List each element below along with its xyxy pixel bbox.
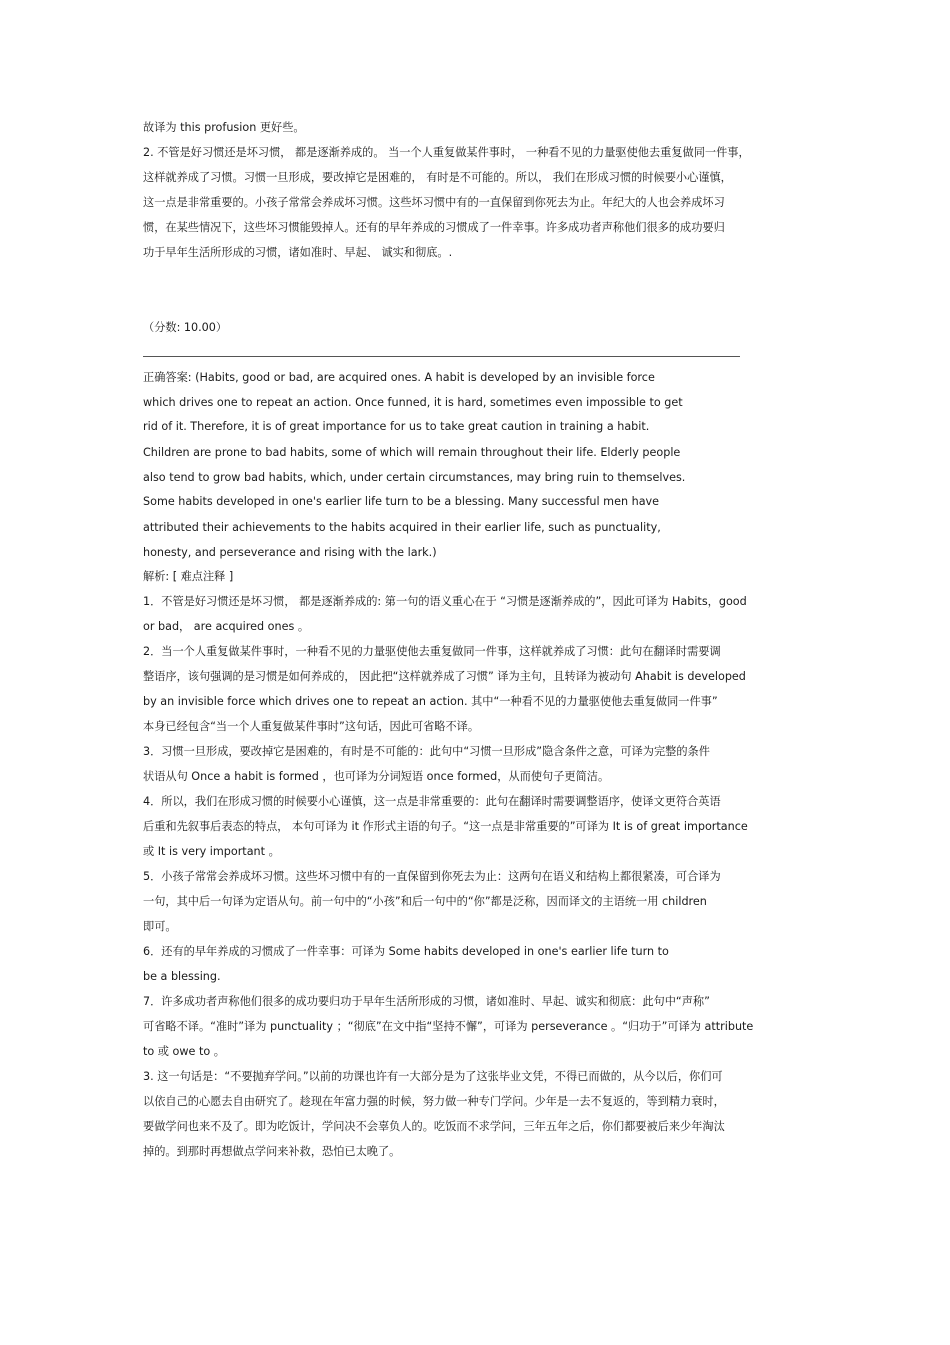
analysis-line: 可省略不译。“准时”译为 punctuality ；“彻底”在文中指“坚持不懈”，可译为 perseverance 。“归功于”可译为 attribute [143, 1020, 754, 1033]
intro-line: 惯，在某些情况下，这些坏习惯能毁掉人。还有的早年养成的习惯成了一件幸事。许多成功者声称他们很多的成功要归 [143, 221, 725, 234]
analysis-line: 或 It is very important 。 [143, 845, 280, 858]
analysis-line: 后重和先叙事后表态的特点， 本句可译为 it 作形式主语的句子。“这一点是非常重要的”可译为 It is of great importance [143, 820, 748, 833]
score-line: （分数: 10.00） [143, 321, 228, 334]
answer-line: which drives one to repeat an action. Once funned, it is hard, sometimes even impossible to get [143, 396, 683, 409]
intro-line: 这样就养成了习惯。习惯一旦形成，要改掉它是困难的， 有时是不可能的。所以， 我们在形成习惯的时候要小心谨慎， [143, 171, 732, 184]
analysis-line: by an invisible force which drives one to repeat an action. 其中“一种看不见的力量驱使他去重复做同一件事” [143, 695, 718, 708]
separator-line [143, 356, 740, 357]
analysis-line: 6．还有的早年养成的习惯成了一件幸事：可译为 Some habits developed in one's earlier life turn to [143, 945, 669, 958]
analysis-line: be a blessing. [143, 970, 221, 983]
analysis-line: or bad， are acquired ones 。 [143, 620, 310, 633]
analysis-line: 7．许多成功者声称他们很多的成功要归功于早年生活所形成的习惯，诸如准时、早起、诚实和彻底：此句中“声称” [143, 995, 710, 1008]
intro-line: 这一点是非常重要的。小孩子常常会养成坏习惯。这些坏习惯中有的一直保留到你死去为止。年纪大的人也会养成坏习 [143, 196, 725, 209]
analysis-line: 5．小孩子常常会养成坏习惯。这些坏习惯中有的一直保留到你死去为止：这两句在语义和结构上都很紧凑，可合译为 [143, 870, 721, 883]
analysis-line: 2．当一个人重复做某件事时，一种看不见的力量驱使他去重复做同一件事，这样就养成了习惯：此句在翻译时需要调 [143, 645, 721, 658]
analysis-line: 解析: [ 难点注释 ] [143, 570, 234, 583]
answer-line: attributed their achievements to the habits acquired in their earlier life, such as punctuality, [143, 521, 661, 534]
intro-line: 2. 不管是好习惯还是坏习惯， 都是逐渐养成的。 当一个人重复做某件事时， 一种看不见的力量驱使他去重复做同一件事， [143, 146, 750, 159]
answer-line: Children are prone to bad habits, some of which will remain throughout their life. Elderly people [143, 446, 681, 459]
question-line: 3. 这一句话是：“不要抛弃学问。”以前的功课也许有一大部分是为了这张毕业文凭，不得已而做的，从今以后，你们可 [143, 1070, 723, 1083]
answer-line: also tend to grow bad habits, which, under certain circumstances, may bring ruin to themselves. [143, 471, 686, 484]
analysis-line: 4．所以，我们在形成习惯的时候要小心谨慎，这一点是非常重要的：此句在翻译时需要调整语序，使译文更符合英语 [143, 795, 721, 808]
analysis-line: 整语序，该句强调的是习惯是如何养成的， 因此把“这样就养成了习惯” 译为主句，且转译为被动句 Ahabit is developed [143, 670, 746, 683]
question-line: 要做学问也来不及了。即为吃饭计，学问决不会辜负人的。吃饭而不求学问，三年五年之后，你们都要被后来少年淘汰 [143, 1120, 725, 1133]
analysis-line: 即可。 [143, 920, 177, 933]
analysis-line: to 或 owe to 。 [143, 1045, 225, 1058]
analysis-line: 本身已经包含“当一个人重复做某件事时”这句话，因此可省略不译。 [143, 720, 480, 733]
answer-line: rid of it. Therefore, it is of great importance for us to take great caution in training a habit. [143, 420, 650, 433]
analysis-line: 1．不管是好习惯还是坏习惯， 都是逐渐养成的: 第一句的语义重心在于 “习惯是逐渐养成的”，因此可译为 Habits，good [143, 595, 747, 608]
answer-line: 正确答案: (Habits, good or bad, are acquired ones. A habit is developed by an invisible force [143, 371, 655, 384]
intro-line: 功于早年生活所形成的习惯，诸如准时、早起、 诚实和彻底。. [143, 246, 453, 259]
question-line: 以依自己的心愿去自由研究了。趁现在年富力强的时候，努力做一种专门学问。少年是一去不复返的，等到精力衰时， [143, 1095, 725, 1108]
intro-line: 故译为 this profusion 更好些。 [143, 121, 305, 134]
answer-line: honesty, and perseverance and rising with the lark.) [143, 546, 437, 559]
analysis-line: 一句，其中后一句译为定语从句。前一句中的“小孩”和后一句中的“你”都是泛称，因而译文的主语统一用 children [143, 895, 707, 908]
question-line: 掉的。到那时再想做点学问来补救，恐怕已太晚了。 [143, 1145, 401, 1158]
answer-line: Some habits developed in one's earlier life turn to be a blessing. Many successful men have [143, 495, 660, 508]
analysis-line: 状语从句 Once a habit is formed ，也可译为分词短语 once formed，从而使句子更简洁。 [143, 770, 610, 783]
analysis-line: 3．习惯一旦形成，要改掉它是困难的，有时是不可能的：此句中“习惯一旦形成”隐含条件之意，可译为完整的条件 [143, 745, 710, 758]
